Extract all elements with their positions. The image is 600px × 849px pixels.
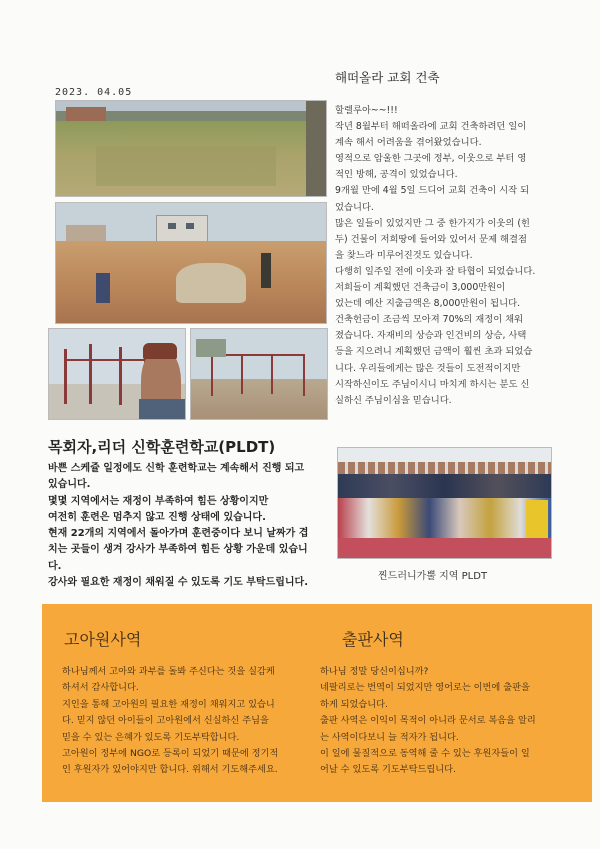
pldt-line: 있습니다. (48, 479, 91, 491)
church-line: 었습니다. (335, 201, 374, 213)
pldt-line: 강사와 필요한 재정이 채워질 수 있도록 기도 부탁드립니다. (48, 577, 309, 589)
pldt-text (48, 461, 338, 591)
orphanage-line: 하셔서 감사합니다. (62, 682, 139, 694)
church-line: 졌습니다. 자재비의 상승과 인건비의 상승, 사택 (335, 330, 527, 342)
pldt-line: 몇몇 지역에서는 재정이 부족하여 힘든 상황이지만 (48, 495, 269, 507)
church-line: 작년 8월부터 해떠올라에 교회 건축하려던 일이 (335, 121, 527, 133)
photo-foundation-digging (55, 202, 327, 324)
church-line: 시작하신이도 주님이시니 마치게 하시는 분도 신 (335, 378, 530, 390)
church-line: 었는데 예산 지출금액은 8,000만원이 됩니다. (335, 298, 521, 310)
orphanage-text (62, 664, 324, 779)
publishing-text (320, 664, 582, 779)
church-line: 많은 일들이 있었지만 그 중 한가지가 이웃의 (힌 (335, 217, 530, 229)
church-line: 저희들이 계획했던 건축금이 3,000만원이 (335, 282, 506, 294)
orphanage-line: 다. 믿지 않던 아이들이 고아원에서 신실하신 주님을 (62, 715, 269, 727)
publishing-line: 하나님 정말 당신이십니까? (320, 666, 429, 677)
church-line: 니다. 우리들에게는 많은 것들이 도전적이지만 (335, 362, 521, 374)
photo-steel-frame (48, 328, 186, 420)
publishing-line: 출판 사역은 이익이 목적이 아니라 문서로 복음을 알리 (320, 715, 536, 727)
orphanage-line: 하나님께서 고아와 과부를 돌봐 주신다는 것을 실감케 (62, 666, 275, 677)
photo-date: 2023. 04.05 (55, 87, 133, 98)
pldt-line: 치는 곳들이 생겨 강사가 부족하여 힘든 상황 가운데 있습니 (48, 544, 308, 556)
photo-construction-site-field (55, 100, 327, 197)
church-construction-title: 해떠올라 교회 건축 (335, 70, 440, 85)
photo-pldt-group (337, 447, 552, 559)
orphanage-line: 지인을 통해 고아원의 필요한 재정이 채워지고 있습니 (62, 698, 275, 710)
church-line: 실하신 주님이심을 믿습니다. (335, 394, 452, 406)
publishing-line: 이 일에 물질적으로 동역해 줄 수 있는 후원자들이 일 (320, 748, 530, 760)
orphanage-title: 고아원사역 (64, 630, 142, 649)
church-line: 9개월 만에 4월 5일 드디어 교회 건축이 시작 되 (335, 185, 530, 197)
orphanage-line: 고아원이 정부에 NGO로 등록이 되었기 때문에 정기적 (62, 748, 279, 760)
ministry-band (42, 604, 592, 802)
publishing-line: 는 사역이다보니 늘 적자가 됩니다. (320, 731, 459, 743)
church-line: 등을 지으려니 계획했던 금액이 훨씬 초과 되었습 (335, 346, 533, 358)
publishing-line: 하게 되었습니다. (320, 698, 388, 710)
church-construction-text (335, 103, 550, 409)
publishing-line: 네팔리로는 번역이 되었지만 영어로는 이번에 출판을 (320, 682, 530, 694)
pldt-line: 바쁜 스케쥴 일정에도 신학 훈련학교는 계속해서 진행 되고 (48, 463, 305, 474)
photo-building-frame (190, 328, 328, 420)
publishing-title: 출판사역 (342, 630, 404, 649)
publishing-line: 어날 수 있도록 기도부탁드립니다. (320, 764, 456, 776)
church-line: 할렐루아~~!!! (335, 105, 398, 116)
church-line: 계속 해서 어려움을 겪어왔었습니다. (335, 137, 482, 149)
pldt-line: 다. (48, 560, 62, 572)
church-line: 건축헌금이 조금씩 모아져 70%의 재정이 채워 (335, 314, 524, 326)
orphanage-line: 인 후원자가 있어야지만 합니다. 위해서 기도해주세요. (62, 764, 278, 776)
church-line: 영적으로 암울한 그곳에 정부, 이웃으로 부터 영 (335, 153, 527, 165)
pldt-line: 현재 22개의 지역에서 돌아가며 훈련중이다 보니 날짜가 겹 (48, 528, 309, 540)
church-line: 두) 건물이 저희땅에 들어와 있어서 문제 해결점 (335, 233, 527, 245)
pldt-title: 목회자,리더 신학훈련학교(PLDT) (48, 438, 276, 456)
pldt-photo-caption: 찐드러니가뿔 지역 PLDT (378, 571, 488, 582)
pldt-line: 여전히 훈련은 멈추지 않고 진행 상태에 있습니다. (48, 511, 266, 523)
church-line: 다행히 일주일 전에 이웃과 잘 타협이 되었습니다. (335, 265, 536, 277)
orphanage-line: 믿을 수 있는 은혜가 있도록 기도부탁합니다. (62, 731, 240, 743)
church-line: 적인 방해, 공격이 있었습니다. (335, 169, 458, 181)
church-line: 을 찾느라 미루어진것도 있습니다. (335, 249, 473, 261)
